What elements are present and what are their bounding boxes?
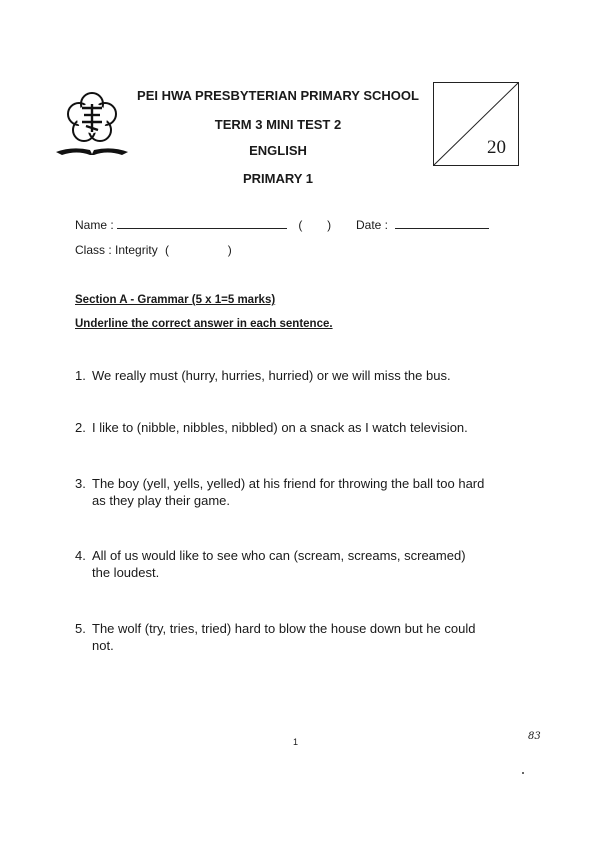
name-row <box>75 218 331 232</box>
question-2 <box>75 419 468 436</box>
section-title: Section A - Grammar (5 x 1=5 marks) <box>75 294 276 306</box>
date-row <box>356 218 489 232</box>
question-5 <box>75 620 475 654</box>
question-3 <box>75 475 484 509</box>
school-name: PEI HWA PRESBYTERIAN PRIMARY SCHOOL <box>137 88 419 103</box>
date-blank[interactable] <box>395 218 489 229</box>
page-number: 1 <box>293 737 299 747</box>
class-label: Class : Integrity <box>75 243 158 257</box>
handwritten-mark: 83 <box>528 731 541 742</box>
question-number: 2. <box>75 420 86 435</box>
question-text[interactable]: We really must (hurry, hurries, hurried) or we will miss the bus. <box>92 368 451 383</box>
question-text[interactable]: The boy (yell, yells, yelled) at his friend for throwing the ball too hard <box>92 476 485 491</box>
question-text[interactable]: I like to (nibble, nibbles, nibbled) on a snack as I watch television. <box>92 420 468 435</box>
question-text-continued[interactable]: the loudest. <box>92 565 160 580</box>
class-paren-close: ) <box>227 243 232 257</box>
question-text-continued[interactable]: not. <box>92 638 114 653</box>
index-paren-close: ) <box>327 218 332 232</box>
question-text[interactable]: The wolf (try, tries, tried) hard to blow the house down but he could <box>92 621 476 636</box>
name-label: Name : <box>75 218 114 232</box>
total-marks: 20 <box>487 137 506 158</box>
subject: ENGLISH <box>249 143 307 158</box>
test-title: TERM 3 MINI TEST 2 <box>214 117 342 132</box>
class-paren-open: ( <box>165 243 170 257</box>
school-logo <box>52 86 130 158</box>
question-1 <box>75 367 451 384</box>
section-instruction: Underline the correct answer in each sentence. <box>75 318 333 330</box>
score-box <box>433 82 519 166</box>
class-row <box>75 243 232 257</box>
question-number: 5. <box>75 621 86 636</box>
question-number: 1. <box>75 368 86 383</box>
index-paren-open: ( <box>298 218 303 232</box>
question-text-continued[interactable]: as they play their game. <box>92 493 231 508</box>
question-text[interactable]: All of us would like to see who can (scream, screams, screamed) <box>92 548 466 563</box>
question-number: 4. <box>75 548 86 563</box>
question-4 <box>75 547 466 581</box>
question-number: 3. <box>75 476 86 491</box>
date-label: Date : <box>356 218 389 232</box>
speck-mark <box>522 772 524 774</box>
name-blank[interactable] <box>117 218 287 229</box>
level: PRIMARY 1 <box>242 171 314 186</box>
